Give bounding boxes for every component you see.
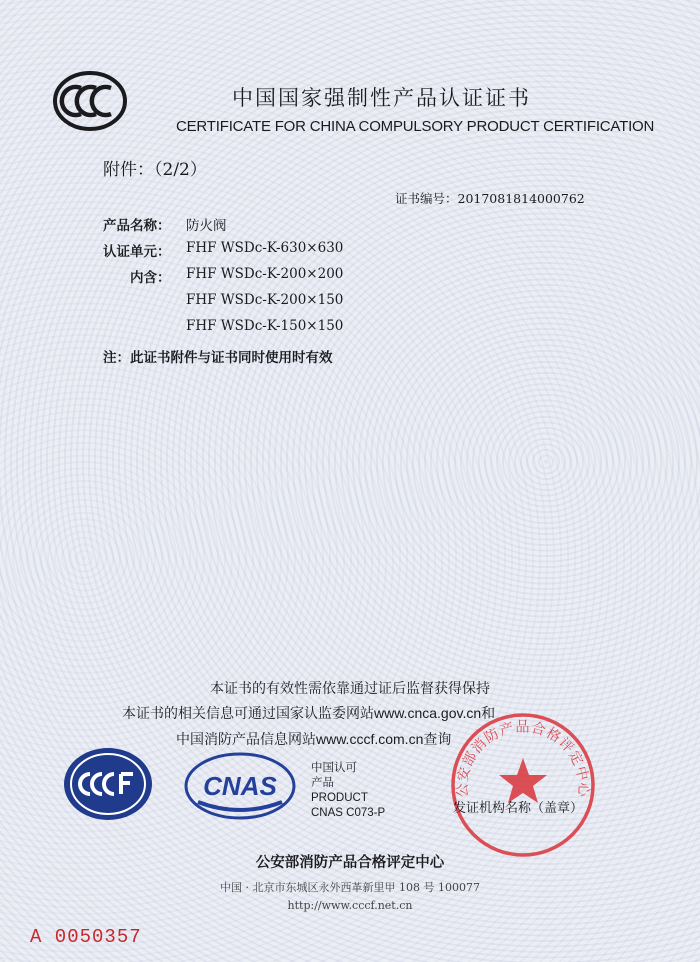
contains-label: 内含： [130, 270, 171, 286]
validity-line-3-prefix: 中国消防产品信息网站 [176, 732, 316, 748]
cert-unit-row [103, 240, 344, 260]
serial-number: A 0050357 [30, 926, 142, 948]
attachment-label: 附件：（2/2） [103, 160, 207, 180]
contains-item: FHF WSDc-K-150×150 [186, 318, 344, 334]
issuing-center-name: 公安部消防产品合格评定中心 [255, 854, 445, 871]
cert-unit-value: FHF WSDc-K-630×630 [186, 240, 344, 256]
validity-line-2 [122, 703, 495, 723]
cert-unit-label: 认证单元： [103, 244, 171, 260]
product-name-value: 防火阀 [186, 218, 227, 234]
validity-line-1: 本证书的有效性需依靠通过证后监督获得保持 [210, 681, 490, 697]
certificate-title-cn: 中国国家强制性产品认证证书 [232, 86, 531, 110]
cnas-accreditation-info [311, 761, 385, 821]
cnas-info-line: 中国认可 [311, 762, 357, 774]
ccc-logo [52, 70, 128, 132]
attachment-note: 注：此证书附件与证书同时使用时有效 [103, 350, 333, 366]
issuing-center-website[interactable]: http://www.cccf.net.cn [287, 899, 413, 912]
contains-item: FHF WSDc-K-200×200 [186, 266, 344, 282]
contains-item: FHF WSDc-K-200×150 [186, 292, 344, 308]
cnas-logo [184, 752, 296, 820]
issuing-center-address: 中国 · 北京市东城区永外西革新里甲 108 号 100077 [220, 881, 480, 894]
cnas-info-line: CNAS C073-P [311, 807, 386, 819]
cccf-fire-logo [62, 746, 154, 822]
certificate-number: 证书编号：2017081814000762 [395, 191, 585, 206]
seal-text: 公安部消防产品合格评定中心 [454, 719, 592, 798]
cnas-info-line: PRODUCT [311, 792, 368, 804]
validity-line-2-prefix: 本证书的相关信息可通过国家认监委网站 [122, 706, 374, 722]
contains-row [103, 266, 344, 286]
product-name-label: 产品名称： [103, 218, 171, 234]
cnas-logo-text: CNAS [203, 771, 277, 801]
validity-line-3 [176, 729, 451, 749]
certificate-title-en: CERTIFICATE FOR CHINA COMPULSORY PRODUCT CERTIFICATION [176, 118, 655, 135]
validity-line-3-suffix: 查询 [423, 732, 452, 748]
product-name-row [103, 214, 227, 234]
cnca-website-link[interactable]: www.cnca.gov.cn [374, 705, 482, 721]
validity-line-2-suffix: 和 [481, 706, 496, 722]
issuer-label: 发证机构名称（盖章） [453, 801, 584, 816]
official-seal [448, 710, 598, 860]
cccf-website-link[interactable]: www.cccf.com.cn [316, 731, 424, 747]
cnas-info-line: 产品 [311, 777, 334, 789]
